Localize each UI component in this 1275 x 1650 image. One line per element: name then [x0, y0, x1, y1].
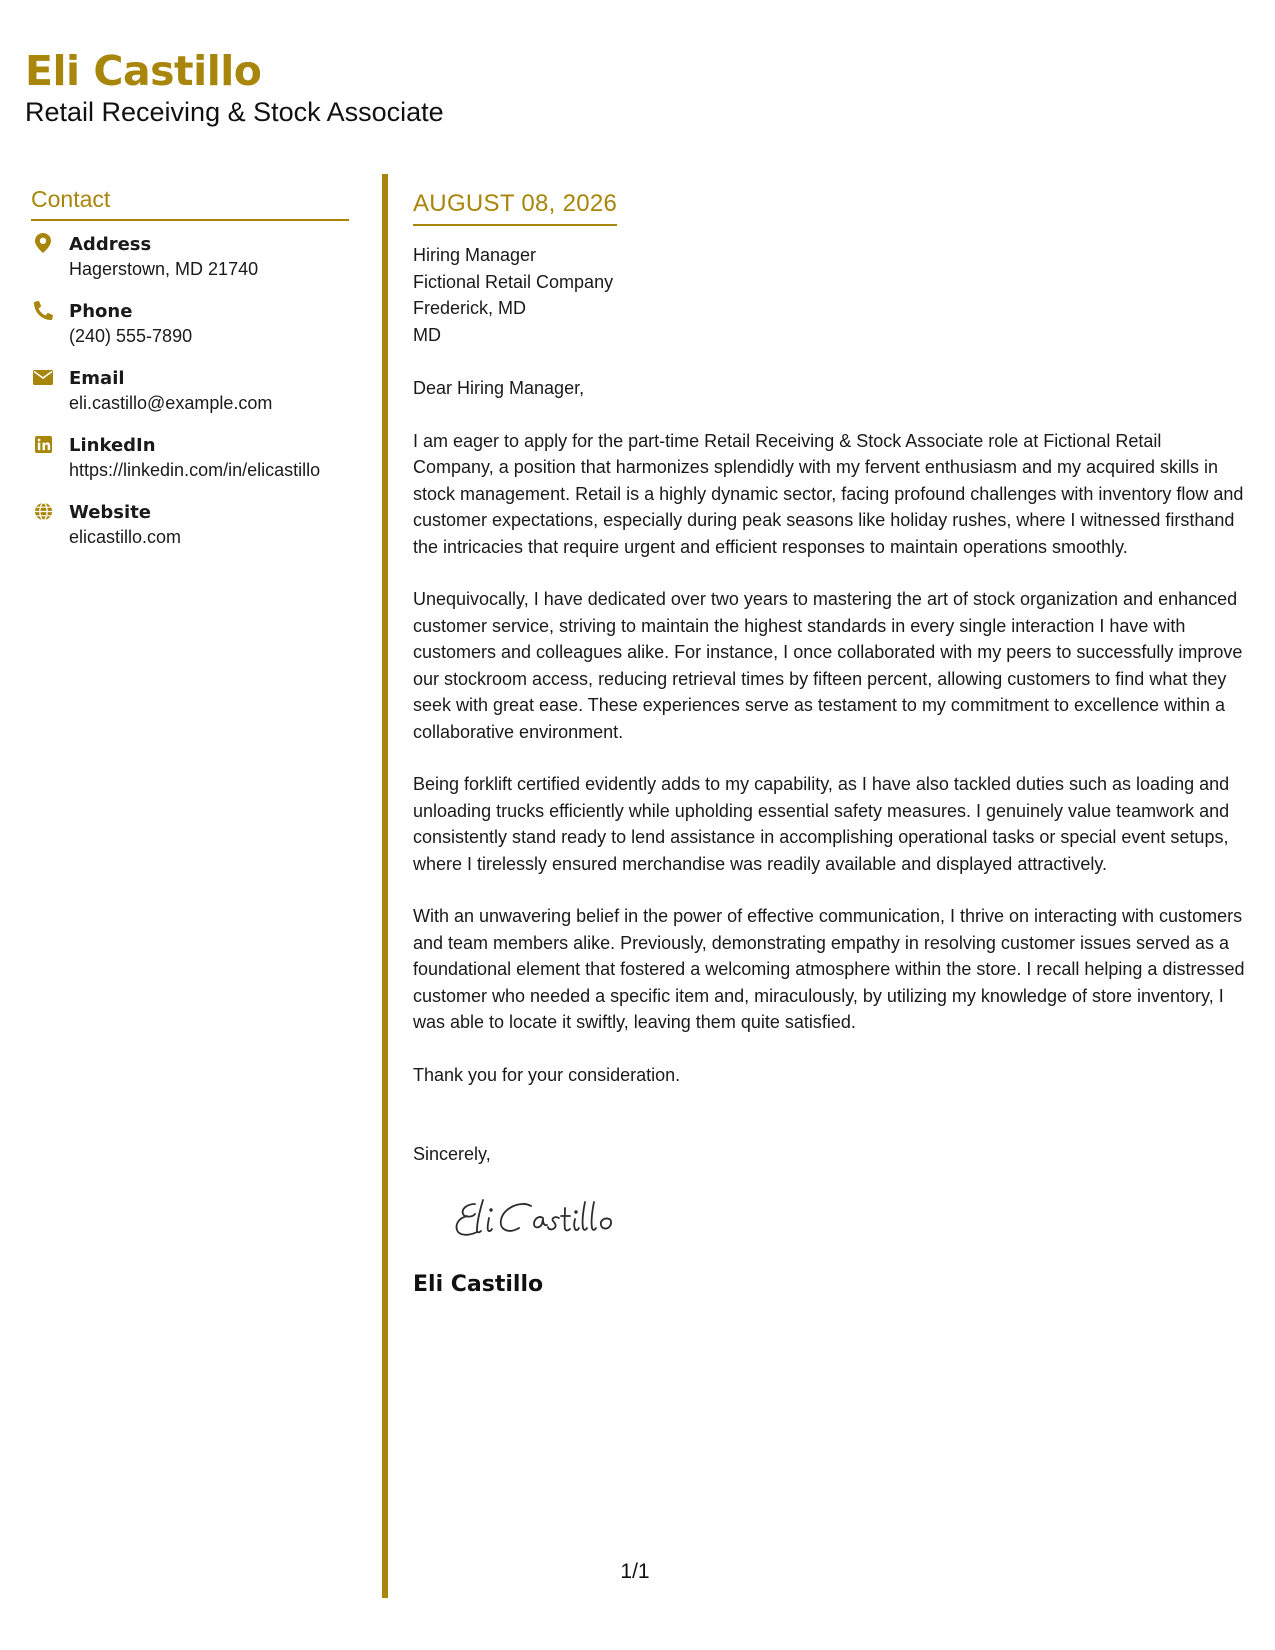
letter-date: AUGUST 08, 2026	[413, 190, 618, 217]
contact-item-phone	[31, 300, 349, 348]
address-value: Hagerstown, MD 21740	[69, 259, 259, 279]
recipient-block	[413, 242, 1245, 348]
contact-label: Website	[69, 502, 152, 523]
website-value[interactable]: elicastillo.com	[69, 527, 182, 547]
applicant-name: Eli Castillo	[25, 47, 262, 95]
phone-value: (240) 555-7890	[69, 326, 193, 346]
page-number: 1/1	[620, 1560, 650, 1583]
linkedin-icon	[33, 434, 53, 454]
map-pin-icon	[33, 233, 53, 253]
letter-body	[413, 190, 1245, 1297]
body-paragraph: Being forklift certified evidently adds to my capability, as I have also tackled duties such as loading and unloading trucks efficiently while upholding essential safety measures. I genuinely value teamwork and consistently stand ready to lend assistance in accomplishing operational tasks or special event setups, where I tirelessly ensured merchandise was readily available and displayed attractively.	[413, 774, 1230, 874]
vertical-divider	[382, 174, 388, 1598]
contact-item-website	[31, 501, 349, 549]
body-paragraph: Thank you for your consideration.	[413, 1064, 681, 1085]
signer-name: Eli Castillo	[413, 1271, 544, 1297]
email-value: eli.castillo@example.com	[69, 393, 273, 413]
letter-header	[25, 48, 444, 128]
date-block	[413, 190, 617, 226]
contact-label: Address	[69, 234, 152, 255]
handwritten-signature	[453, 1192, 1245, 1248]
recipient-line: MD	[413, 324, 441, 345]
job-title: Retail Receiving & Stock Associate	[25, 97, 444, 128]
envelope-icon	[33, 367, 53, 387]
contact-item-email	[31, 367, 349, 415]
phone-icon	[33, 300, 53, 320]
recipient-line: Fictional Retail Company	[413, 271, 614, 292]
contact-item-linkedin	[31, 434, 349, 482]
contact-label: LinkedIn	[69, 435, 156, 456]
linkedin-value[interactable]: https://linkedin.com/in/elicastillo	[69, 460, 321, 480]
contact-heading: Contact	[31, 186, 349, 221]
contact-item-address	[31, 233, 349, 281]
body-paragraph: With an unwavering belief in the power of effective communication, I thrive on interacting with customers and team members alike. Previously, demonstrating empathy in resolving customer issues served as a foundational element that fostered a welcoming atmosphere within the store. I recall helping a distressed customer who needed a specific item and, miraculously, by utilizing my knowledge of store inventory, I was able to locate it swiftly, leaving them quite satisfied.	[413, 906, 1245, 1032]
body-paragraph: I am eager to apply for the part-time Retail Receiving & Stock Associate role at Fictional Retail Company, a position that harmonizes splendidly with my fervent enthusiasm and my acquired skills in stock management. Retail is a highly dynamic sector, facing profound challenges with inventory flow and customer expectations, especially during peak seasons like holiday rushes, where I witnessed firsthand the intricacies that require urgent and efficient responses to maintain operations smoothly.	[413, 430, 1244, 557]
salutation: Dear Hiring Manager,	[413, 378, 585, 398]
contact-label: Phone	[69, 301, 133, 322]
globe-icon	[33, 501, 53, 521]
closing: Sincerely,	[413, 1144, 491, 1164]
contact-label: Email	[69, 368, 125, 389]
recipient-line: Hiring Manager	[413, 245, 537, 265]
contact-sidebar	[31, 186, 349, 568]
recipient-line: Frederick, MD	[413, 298, 527, 318]
contact-list	[31, 233, 349, 549]
body-paragraph: Unequivocally, I have dedicated over two years to mastering the art of stock organization and enhanced customer service, striving to maintain the highest standards in every single interaction I have with customers and colleagues alike. For instance, I once collaborated with my peers to successfully improve our stockroom access, reducing retrieval times by fifteen percent, allowing customers to find what they seek with great ease. These experiences serve as testament to my commitment to excellence within a collaborative environment.	[413, 589, 1243, 742]
